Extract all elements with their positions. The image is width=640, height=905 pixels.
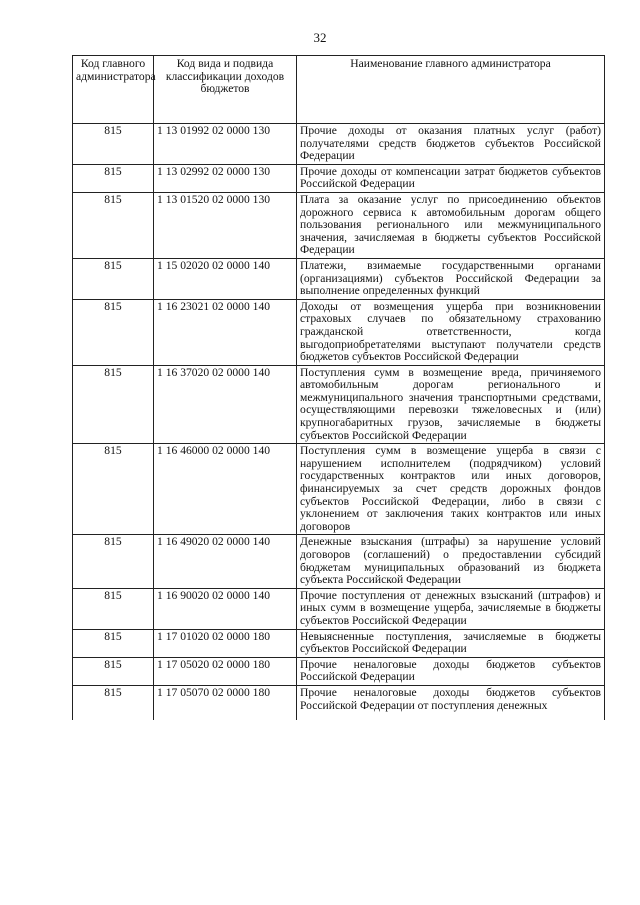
admin-code-cell: 815 (73, 192, 154, 258)
revenue-code-cell: 1 16 49020 02 0000 140 (154, 535, 297, 588)
table-row (73, 299, 605, 365)
table-row (73, 124, 605, 165)
admin-name-cell: Прочие неналоговые доходы бюджетов субъектов Российской Федерации (297, 657, 605, 685)
admin-code-cell: 815 (73, 685, 154, 720)
admin-name-cell: Плата за оказание услуг по присоединению объектов дорожного сервиса к автомобильным дорогам общего пользования регионального или межмуниципального значения, зачисляемая в бюджеты субъектов Российской Федерации (297, 192, 605, 258)
revenue-code-cell: 1 15 02020 02 0000 140 (154, 258, 297, 299)
revenue-code-cell: 1 16 23021 02 0000 140 (154, 299, 297, 365)
admin-name-cell: Денежные взыскания (штрафы) за нарушение условий договоров (соглашений) о предоставлении субсидий бюджетам муниципальных образований из бюджета субъекта Российской Федерации (297, 535, 605, 588)
admin-name-cell: Поступления сумм в возмещение вреда, причиняемого автомобильным дорогам регионального и межмуниципального значения транспортными средствами, осуществляющими перевозки тяжеловесных и (или) крупногабаритных грузов, зачисляемые в бюджеты субъектов Российской Федерации (297, 365, 605, 444)
admin-name-cell: Прочие поступления от денежных взысканий (штрафов) и иных сумм в возмещение ущерба, зачисляемые в бюджеты субъектов Российской Федерации (297, 588, 605, 629)
table-header-row (73, 56, 605, 124)
table-row (73, 535, 605, 588)
revenue-code-cell: 1 17 01020 02 0000 180 (154, 629, 297, 657)
admin-name-cell: Платежи, взимаемые государственными органами (организациями) субъектов Российской Федерации за выполнение определенных функций (297, 258, 605, 299)
table-row (73, 258, 605, 299)
admin-code-cell: 815 (73, 588, 154, 629)
admin-name-cell: Невыясненные поступления, зачисляемые в бюджеты субъектов Российской Федерации (297, 629, 605, 657)
admin-code-cell: 815 (73, 124, 154, 165)
header-admin-code: Код главного администратора (73, 56, 154, 124)
revenue-code-cell: 1 17 05070 02 0000 180 (154, 685, 297, 720)
admin-code-cell: 815 (73, 258, 154, 299)
revenue-code-cell: 1 13 02992 02 0000 130 (154, 164, 297, 192)
header-admin-name: Наименование главного администратора (297, 56, 605, 124)
page-number: 32 (313, 30, 327, 45)
admin-name-cell: Прочие неналоговые доходы бюджетов субъектов Российской Федерации от поступления денежных (297, 685, 605, 720)
admin-code-cell: 815 (73, 629, 154, 657)
table-row (73, 192, 605, 258)
table-row (73, 164, 605, 192)
admin-code-cell: 815 (73, 365, 154, 444)
admin-code-cell: 815 (73, 299, 154, 365)
table-row (73, 444, 605, 535)
revenue-code-cell: 1 16 90020 02 0000 140 (154, 588, 297, 629)
admin-code-cell: 815 (73, 164, 154, 192)
admin-name-cell: Прочие доходы от компенсации затрат бюджетов субъектов Российской Федерации (297, 164, 605, 192)
admin-name-cell: Прочие доходы от оказания платных услуг (работ) получателями средств бюджетов субъектов Российской Федерации (297, 124, 605, 165)
admin-code-cell: 815 (73, 444, 154, 535)
table-row (73, 657, 605, 685)
revenue-code-cell: 1 13 01520 02 0000 130 (154, 192, 297, 258)
admin-name-cell: Поступления сумм в возмещение ущерба в связи с нарушением исполнителем (подрядчиком) условий государственных контрактов или иных договоров, финансируемых за счет средств дорожных фондов субъектов Российской Федерации, либо в связи с уклонением от заключения таких контрактов или иных договоров (297, 444, 605, 535)
header-revenue-code: Код вида и подвида классификации доходов бюджетов (154, 56, 297, 124)
revenue-code-cell: 1 16 37020 02 0000 140 (154, 365, 297, 444)
revenue-classification-table (72, 55, 605, 720)
admin-code-cell: 815 (73, 535, 154, 588)
table-row (73, 365, 605, 444)
revenue-code-cell: 1 17 05020 02 0000 180 (154, 657, 297, 685)
revenue-code-cell: 1 16 46000 02 0000 140 (154, 444, 297, 535)
table-row (73, 629, 605, 657)
table-row (73, 588, 605, 629)
admin-name-cell: Доходы от возмещения ущерба при возникновении страховых случаев по обязательному страхованию гражданской ответственности, когда выгодоприобретателями выступают получатели средств бюджетов субъектов Российской Федерации (297, 299, 605, 365)
admin-code-cell: 815 (73, 657, 154, 685)
revenue-code-cell: 1 13 01992 02 0000 130 (154, 124, 297, 165)
table-row (73, 685, 605, 720)
